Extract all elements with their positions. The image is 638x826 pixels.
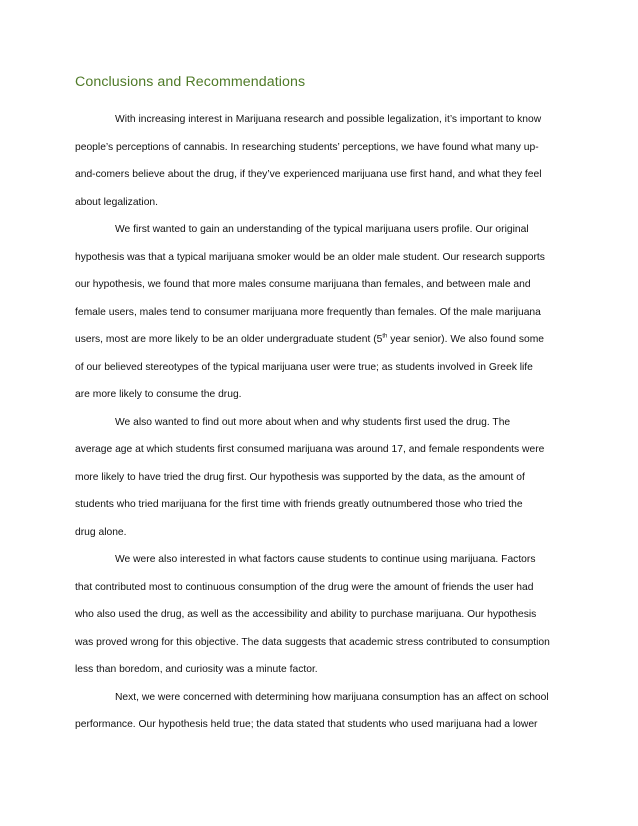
superscript: th (382, 333, 388, 340)
text-segment: users, most are more likely to be an older undergraduate student (5 (75, 334, 383, 345)
text-line: We first wanted to gain an understanding of the typical marijuana users profile. Our original (115, 224, 529, 235)
text-line: our hypothesis, we found that more males consume marijuana than females, and between male and (75, 279, 531, 290)
text-line: With increasing interest in Marijuana research and possible legalization, it’s important to know (115, 114, 542, 125)
text-line: was proved wrong for this objective. The data suggests that academic stress contributed to consumption (75, 636, 550, 648)
text-line: more likely to have tried the drug first. Our hypothesis was supported by the data, as the amount of (75, 471, 525, 483)
body-text (75, 106, 569, 739)
text-line: are more likely to consume the drug. (75, 389, 242, 400)
text-line: who also used the drug, as well as the accessibility and ability to purchase marijuana. Our hypothesis (75, 609, 537, 620)
section-heading: Conclusions and Recommendations (75, 74, 306, 90)
text-line: average age at which students first consumed marijuana was around 17, and female respondents were (75, 444, 545, 455)
text-line: and-comers believe about the drug, if they’ve experienced marijuana use first hand, and what they feel (75, 169, 542, 180)
text-line (75, 326, 569, 354)
text-line: performance. Our hypothesis held true; the data stated that students who used marijuana had a lower (75, 719, 538, 730)
text-segment: year senior). We also found some (387, 334, 545, 345)
text-line: We also wanted to find out more about when and why students first used the drug. The (115, 416, 511, 428)
text-line: people’s perceptions of cannabis. In researching students’ perceptions, we have found what many up- (75, 141, 539, 153)
text-line: students who tried marijuana for the first time with friends greatly outnumbered those who tried the (75, 499, 523, 510)
text-line: hypothesis was that a typical marijuana smoker would be an older male student. Our research supports (75, 251, 545, 263)
text-line: Next, we were concerned with determining how marijuana consumption has an affect on school (115, 691, 549, 703)
text-line: of our believed stereotypes of the typical marijuana user were true; as students involved in Greek life (75, 361, 533, 373)
text-line: about legalization. (75, 196, 159, 208)
text-line: drug alone. (75, 526, 127, 538)
text-line: female users, males tend to consumer marijuana more frequently than females. Of the male marijuana (75, 306, 541, 318)
text-line: that contributed most to continuous consumption of the drug were the amount of friends the user had (75, 581, 534, 593)
text-line: less than boredom, and curiosity was a minute factor. (75, 664, 318, 675)
text-line: We were also interested in what factors cause students to continue using marijuana. Factors (115, 554, 536, 565)
